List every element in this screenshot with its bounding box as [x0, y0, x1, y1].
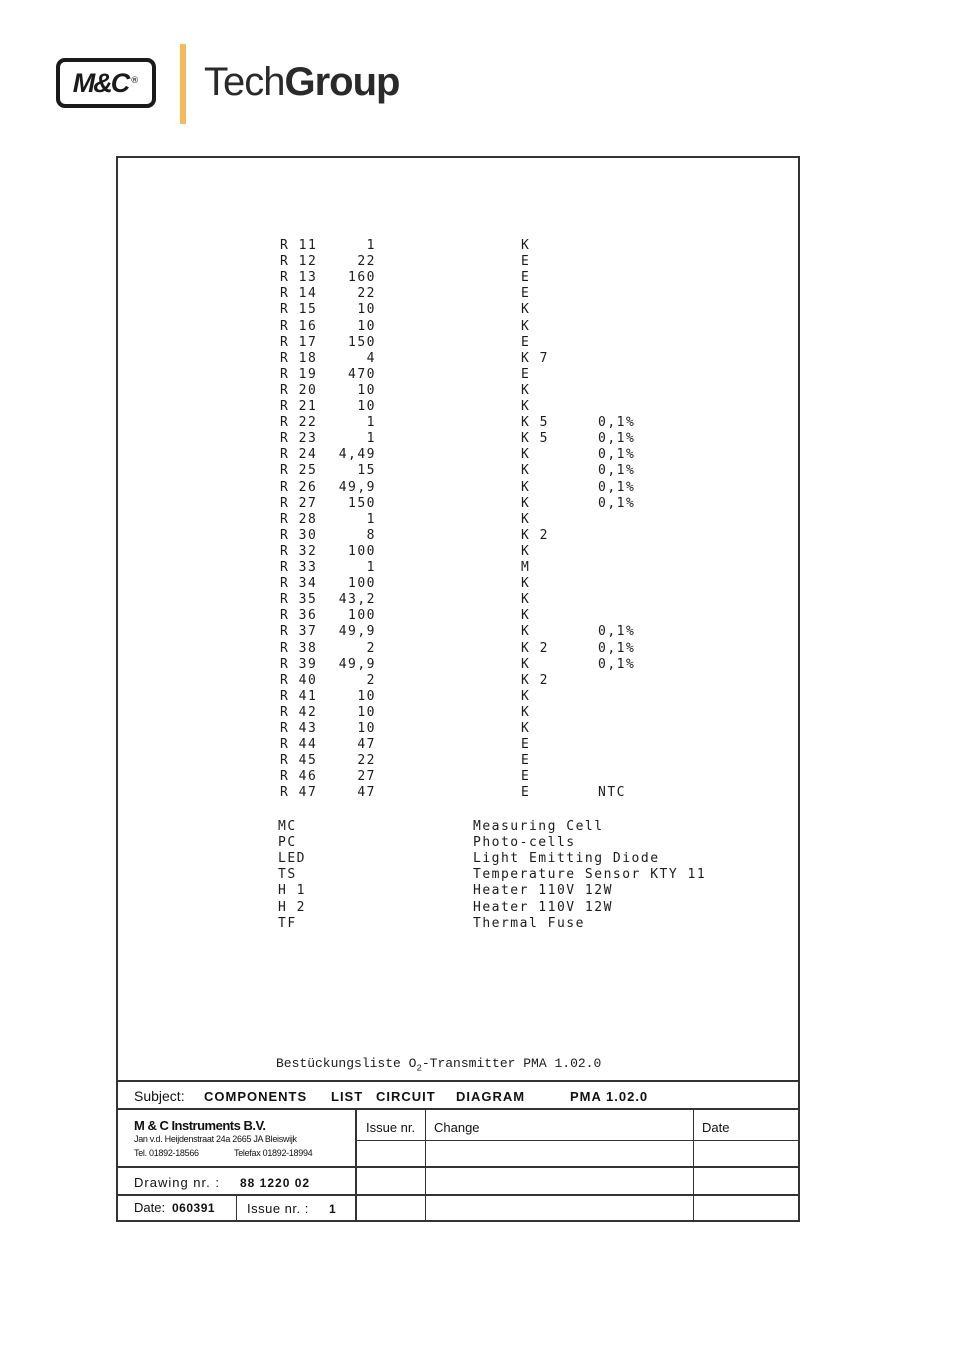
component-ref: R 15 — [280, 302, 318, 318]
caption-sub: 2 — [416, 1063, 422, 1074]
component-row — [118, 480, 798, 496]
component-unit: K — [521, 447, 531, 463]
component-row — [118, 608, 798, 624]
component-row — [118, 447, 798, 463]
component-unit: K — [521, 495, 531, 511]
abbreviation-row — [118, 835, 798, 851]
component-row — [118, 319, 798, 335]
component-unit: K — [521, 463, 531, 479]
divider-date-issue — [236, 1196, 237, 1220]
component-ref: R 25 — [280, 463, 318, 479]
component-ref: R 26 — [280, 479, 318, 495]
component-unit: K — [521, 656, 531, 672]
component-unit: K — [521, 318, 531, 334]
component-row — [118, 254, 798, 270]
component-unit: K — [521, 608, 531, 624]
component-value: 1 — [366, 560, 376, 575]
component-tolerance: 0,1% — [598, 479, 636, 495]
component-unit: E — [521, 334, 531, 350]
caption-pre: Bestückungsliste O — [276, 1056, 417, 1071]
component-row — [118, 673, 798, 689]
company-address: Jan v.d. Heijdenstraat 24a 2665 JA Bleiswijk — [134, 1134, 297, 1144]
component-ref: R 39 — [280, 656, 318, 672]
component-unit: E — [521, 254, 531, 270]
component-ref: R 33 — [280, 560, 318, 575]
component-value: 49,9 — [338, 656, 376, 672]
component-row — [118, 399, 798, 415]
component-unit: K 5 — [521, 431, 549, 447]
abbreviation-code: H 2 — [278, 899, 306, 915]
component-ref: R 16 — [280, 318, 318, 334]
component-row — [118, 624, 798, 640]
component-value: 1 — [366, 511, 376, 527]
component-unit: M — [521, 560, 531, 575]
component-tolerance: 0,1% — [598, 463, 636, 479]
component-ref: R 17 — [280, 334, 318, 350]
component-ref: R 30 — [280, 527, 318, 543]
brand-wordmark — [204, 60, 399, 105]
component-value: 150 — [348, 334, 376, 350]
component-unit: K — [521, 511, 531, 527]
company-name: M & C Instruments B.V. — [134, 1118, 266, 1133]
abbreviation-description: Light Emitting Diode — [473, 851, 660, 867]
component-value: 1 — [366, 431, 376, 447]
component-value: 27 — [357, 769, 376, 785]
component-ref: R 38 — [280, 640, 318, 656]
brand-tech: Tech — [204, 60, 285, 104]
component-value: 10 — [357, 704, 376, 720]
logo-divider — [180, 44, 186, 124]
component-row — [118, 528, 798, 544]
subject-model: PMA 1.02.0 — [570, 1089, 649, 1104]
component-unit: K — [521, 238, 531, 253]
component-row — [118, 463, 798, 479]
abbreviation-code: PC — [278, 835, 297, 851]
component-ref: R 14 — [280, 286, 318, 302]
component-ref: R 37 — [280, 624, 318, 640]
component-value: 10 — [357, 688, 376, 704]
issue-nr-value: 1 — [329, 1202, 336, 1216]
abbreviation-description: Measuring Cell — [473, 819, 604, 834]
component-unit: K — [521, 302, 531, 318]
abbreviation-description: Heater 110V 12W — [473, 883, 613, 899]
subject-word-list: LIST — [331, 1089, 364, 1104]
abbreviation-description: Thermal Fuse — [473, 915, 585, 931]
component-tolerance: NTC — [598, 785, 626, 801]
component-value: 100 — [348, 608, 376, 624]
abbreviation-description: Temperature Sensor KTY 11 — [473, 867, 707, 883]
component-value: 100 — [348, 543, 376, 559]
component-unit: K — [521, 624, 531, 640]
component-ref: R 44 — [280, 737, 318, 753]
component-row — [118, 689, 798, 705]
abbreviation-code: MC — [278, 819, 297, 834]
company-tel: Tel. 01892-18566 — [134, 1148, 199, 1158]
sheet-caption — [276, 1056, 601, 1074]
component-unit: E — [521, 785, 531, 801]
row-line-2 — [118, 1194, 798, 1196]
component-unit: E — [521, 753, 531, 769]
component-row — [118, 737, 798, 753]
component-ref: R 43 — [280, 721, 318, 736]
date-value: 060391 — [172, 1201, 216, 1215]
abbreviation-row — [118, 900, 798, 916]
component-unit: K — [521, 592, 531, 608]
mc-logo-box — [56, 58, 156, 108]
component-value: 10 — [357, 399, 376, 414]
component-row — [118, 335, 798, 351]
component-unit: K 2 — [521, 640, 549, 656]
component-row — [118, 415, 798, 431]
component-unit: K 2 — [521, 527, 549, 543]
component-ref: R 11 — [280, 238, 318, 253]
divider-issue-col — [355, 1110, 357, 1220]
component-value: 2 — [366, 672, 376, 688]
abbreviation-row — [118, 867, 798, 883]
component-value: 49,9 — [338, 479, 376, 495]
subject-bottom-border — [118, 1108, 798, 1110]
subject-label: Subject: — [134, 1088, 185, 1104]
abbreviation-code: TF — [278, 915, 297, 931]
component-ref: R 21 — [280, 399, 318, 414]
date-label: Date: — [134, 1200, 166, 1215]
component-ref: R 40 — [280, 672, 318, 688]
component-row — [118, 302, 798, 318]
component-tolerance: 0,1% — [598, 656, 636, 672]
component-ref: R 19 — [280, 366, 318, 382]
component-unit: K — [521, 399, 531, 414]
component-unit: E — [521, 737, 531, 753]
col-change: Change — [434, 1120, 480, 1135]
component-ref: R 42 — [280, 704, 318, 720]
abbreviation-row — [118, 851, 798, 867]
header-row-line — [355, 1140, 798, 1141]
component-row — [118, 560, 798, 576]
component-unit: K 7 — [521, 350, 549, 366]
component-tolerance: 0,1% — [598, 640, 636, 656]
component-row — [118, 238, 798, 254]
abbreviation-row — [118, 819, 798, 835]
component-row — [118, 383, 798, 399]
drawing-nr-label: Drawing nr. : — [134, 1175, 220, 1190]
component-row — [118, 721, 798, 737]
component-row — [118, 769, 798, 785]
abbreviation-description: Heater 110V 12W — [473, 899, 613, 915]
component-row — [118, 270, 798, 286]
component-row — [118, 641, 798, 657]
subject-word-circuit: CIRCUIT — [376, 1089, 436, 1104]
col-issue-nr: Issue nr. — [366, 1120, 416, 1135]
component-unit: K 2 — [521, 672, 549, 688]
company-fax: Telefax 01892-18994 — [234, 1148, 313, 1158]
divider-change-col — [425, 1110, 426, 1220]
brand-group: Group — [284, 60, 400, 104]
component-value: 150 — [348, 495, 376, 511]
component-row — [118, 512, 798, 528]
component-ref: R 24 — [280, 447, 318, 463]
component-value: 22 — [357, 254, 376, 270]
abbreviation-code: H 1 — [278, 883, 306, 899]
component-unit: K — [521, 479, 531, 495]
issue-nr-label: Issue nr. : — [247, 1201, 309, 1216]
component-row — [118, 286, 798, 302]
component-ref: R 28 — [280, 511, 318, 527]
subject-word-components: COMPONENTS — [204, 1089, 308, 1104]
component-value: 470 — [348, 366, 376, 382]
component-unit: E — [521, 270, 531, 286]
component-value: 8 — [366, 527, 376, 543]
component-unit: K — [521, 704, 531, 720]
abbreviation-row — [118, 916, 798, 932]
caption-post: -Transmitter PMA 1.02.0 — [421, 1056, 602, 1071]
registered-mark: ® — [130, 76, 140, 86]
col-date: Date — [702, 1120, 730, 1135]
component-tolerance: 0,1% — [598, 624, 636, 640]
component-unit: K — [521, 543, 531, 559]
component-value: 100 — [348, 576, 376, 592]
drawing-sheet — [116, 156, 800, 1222]
component-ref: R 36 — [280, 608, 318, 624]
row-line-1 — [118, 1166, 798, 1168]
component-ref: R 34 — [280, 576, 318, 592]
component-ref: R 41 — [280, 688, 318, 704]
component-row — [118, 544, 798, 560]
component-ref: R 20 — [280, 382, 318, 398]
component-ref: R 13 — [280, 270, 318, 286]
component-value: 49,9 — [338, 624, 376, 640]
component-unit: K — [521, 688, 531, 704]
component-value: 4 — [366, 350, 376, 366]
component-value: 22 — [357, 753, 376, 769]
abbreviation-code: TS — [278, 867, 297, 883]
component-unit: K — [521, 721, 531, 736]
component-unit: K — [521, 382, 531, 398]
component-value: 160 — [348, 270, 376, 286]
component-row — [118, 753, 798, 769]
mc-logo-text: M&C — [72, 67, 129, 98]
component-ref: R 12 — [280, 254, 318, 270]
component-unit: E — [521, 769, 531, 785]
component-ref: R 47 — [280, 785, 318, 801]
component-ref: R 46 — [280, 769, 318, 785]
component-value: 22 — [357, 286, 376, 302]
component-ref: R 35 — [280, 592, 318, 608]
component-value: 10 — [357, 318, 376, 334]
component-row — [118, 496, 798, 512]
component-row — [118, 351, 798, 367]
component-unit: K — [521, 576, 531, 592]
component-row — [118, 785, 798, 801]
component-tolerance: 0,1% — [598, 431, 636, 447]
component-ref: R 18 — [280, 350, 318, 366]
component-ref: R 23 — [280, 431, 318, 447]
component-value: 10 — [357, 302, 376, 318]
title-block-top-border — [118, 1080, 798, 1082]
component-unit: K 5 — [521, 415, 549, 431]
component-value: 47 — [357, 785, 376, 801]
drawing-nr-value: 88 1220 02 — [240, 1176, 311, 1190]
component-ref: R 22 — [280, 415, 318, 431]
component-tolerance: 0,1% — [598, 415, 636, 431]
component-value: 47 — [357, 737, 376, 753]
component-row — [118, 705, 798, 721]
component-value: 4,49 — [338, 447, 376, 463]
component-value: 43,2 — [338, 592, 376, 608]
component-row — [118, 592, 798, 608]
component-value: 15 — [357, 463, 376, 479]
abbreviation-row — [118, 883, 798, 899]
abbreviation-description: Photo-cells — [473, 835, 576, 851]
subject-word-diagram: DIAGRAM — [456, 1089, 526, 1104]
component-row — [118, 367, 798, 383]
divider-date-col — [693, 1110, 694, 1220]
component-value: 1 — [366, 415, 376, 431]
component-tolerance: 0,1% — [598, 495, 636, 511]
component-value: 2 — [366, 640, 376, 656]
component-unit: E — [521, 366, 531, 382]
component-ref: R 45 — [280, 753, 318, 769]
component-tolerance: 0,1% — [598, 447, 636, 463]
component-row — [118, 431, 798, 447]
component-ref: R 32 — [280, 543, 318, 559]
component-value: 10 — [357, 382, 376, 398]
component-row — [118, 657, 798, 673]
abbreviation-code: LED — [278, 851, 306, 867]
component-unit: E — [521, 286, 531, 302]
component-row — [118, 576, 798, 592]
component-value: 10 — [357, 721, 376, 736]
component-ref: R 27 — [280, 495, 318, 511]
component-value: 1 — [366, 238, 376, 253]
